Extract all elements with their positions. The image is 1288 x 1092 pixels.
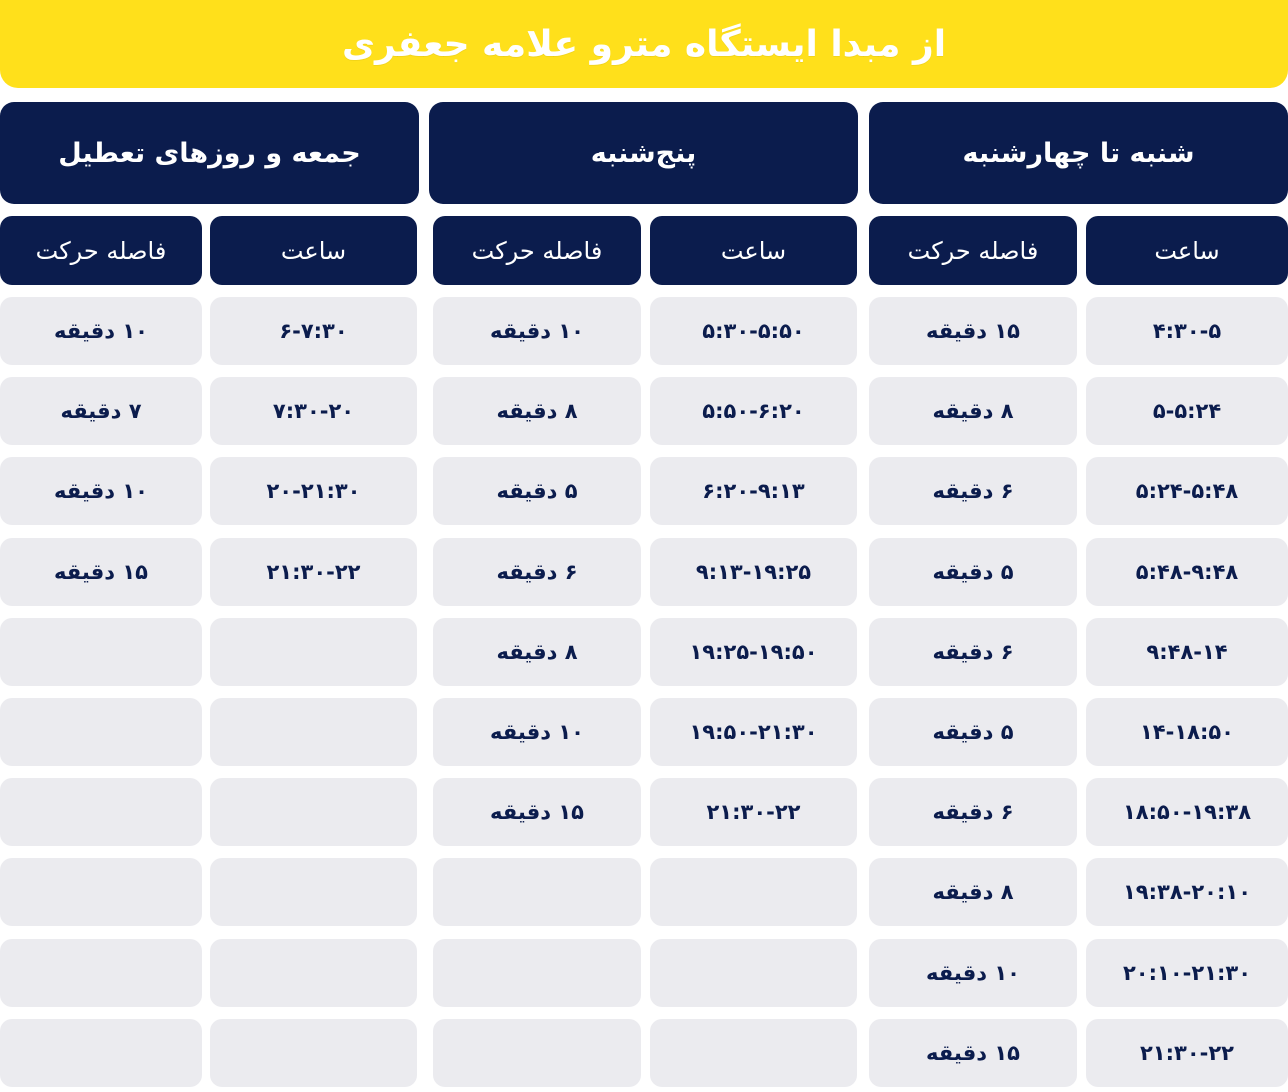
- cell-time-sat-wed-row-1: ۴:۳۰-۵: [1086, 297, 1288, 365]
- cell-time-thursday-row-4: ۹:۱۳-۱۹:۲۵: [650, 538, 857, 606]
- col-header-time-thursday: ساعت: [650, 216, 857, 285]
- cell-interval-sat-wed-row-9: ۱۰ دقیقه: [869, 939, 1077, 1007]
- cell-interval-sat-wed-row-5: ۶ دقیقه: [869, 618, 1077, 686]
- cell-time-sat-wed-row-3: ۵:۲۴-۵:۴۸: [1086, 457, 1288, 525]
- cell-interval-thursday-row-2: ۸ دقیقه: [433, 377, 641, 445]
- col-header-interval-thursday: فاصله حرکت: [433, 216, 641, 285]
- cell-time-friday-row-9: [210, 939, 417, 1007]
- cell-interval-sat-wed-row-4: ۵ دقیقه: [869, 538, 1077, 606]
- cell-interval-friday-row-1: ۱۰ دقیقه: [0, 297, 202, 365]
- cell-interval-friday-row-6: [0, 698, 202, 766]
- cell-time-thursday-row-9: [650, 939, 857, 1007]
- cell-interval-friday-row-9: [0, 939, 202, 1007]
- cell-time-friday-row-4: ۲۱:۳۰-۲۲: [210, 538, 417, 606]
- cell-interval-thursday-row-9: [433, 939, 641, 1007]
- cell-time-thursday-row-2: ۵:۵۰-۶:۲۰: [650, 377, 857, 445]
- cell-interval-thursday-row-4: ۶ دقیقه: [433, 538, 641, 606]
- cell-interval-sat-wed-row-8: ۸ دقیقه: [869, 858, 1077, 926]
- cell-interval-thursday-row-3: ۵ دقیقه: [433, 457, 641, 525]
- cell-time-thursday-row-10: [650, 1019, 857, 1087]
- cell-time-sat-wed-row-7: ۱۸:۵۰-۱۹:۳۸: [1086, 778, 1288, 846]
- col-header-interval-sat-wed: فاصله حرکت: [869, 216, 1077, 285]
- cell-time-sat-wed-row-6: ۱۴-۱۸:۵۰: [1086, 698, 1288, 766]
- cell-interval-sat-wed-row-10: ۱۵ دقیقه: [869, 1019, 1077, 1087]
- cell-time-sat-wed-row-2: ۵-۵:۲۴: [1086, 377, 1288, 445]
- page-title: از مبدا ایستگاه مترو علامه جعفری: [341, 23, 947, 65]
- cell-interval-friday-row-7: [0, 778, 202, 846]
- cell-time-sat-wed-row-9: ۲۰:۱۰-۲۱:۳۰: [1086, 939, 1288, 1007]
- cell-time-friday-row-10: [210, 1019, 417, 1087]
- cell-time-sat-wed-row-4: ۵:۴۸-۹:۴۸: [1086, 538, 1288, 606]
- cell-interval-sat-wed-row-7: ۶ دقیقه: [869, 778, 1077, 846]
- col-header-time-sat-wed: ساعت: [1086, 216, 1288, 285]
- cell-time-friday-row-5: [210, 618, 417, 686]
- cell-interval-friday-row-4: ۱۵ دقیقه: [0, 538, 202, 606]
- cell-time-thursday-row-7: ۲۱:۳۰-۲۲: [650, 778, 857, 846]
- cell-interval-friday-row-5: [0, 618, 202, 686]
- cell-time-thursday-row-3: ۶:۲۰-۹:۱۳: [650, 457, 857, 525]
- cell-time-friday-row-6: [210, 698, 417, 766]
- cell-interval-sat-wed-row-2: ۸ دقیقه: [869, 377, 1077, 445]
- group-header-friday-holidays: جمعه و روزهای تعطیل: [0, 102, 419, 204]
- cell-interval-thursday-row-1: ۱۰ دقیقه: [433, 297, 641, 365]
- cell-time-friday-row-2: ۷:۳۰-۲۰: [210, 377, 417, 445]
- cell-interval-thursday-row-7: ۱۵ دقیقه: [433, 778, 641, 846]
- cell-interval-thursday-row-5: ۸ دقیقه: [433, 618, 641, 686]
- cell-interval-sat-wed-row-1: ۱۵ دقیقه: [869, 297, 1077, 365]
- cell-time-sat-wed-row-5: ۹:۴۸-۱۴: [1086, 618, 1288, 686]
- cell-interval-friday-row-8: [0, 858, 202, 926]
- cell-time-sat-wed-row-8: ۱۹:۳۸-۲۰:۱۰: [1086, 858, 1288, 926]
- cell-interval-thursday-row-8: [433, 858, 641, 926]
- cell-time-thursday-row-6: ۱۹:۵۰-۲۱:۳۰: [650, 698, 857, 766]
- cell-time-friday-row-8: [210, 858, 417, 926]
- cell-time-thursday-row-1: ۵:۳۰-۵:۵۰: [650, 297, 857, 365]
- cell-time-thursday-row-8: [650, 858, 857, 926]
- cell-time-friday-row-7: [210, 778, 417, 846]
- cell-time-sat-wed-row-10: ۲۱:۳۰-۲۲: [1086, 1019, 1288, 1087]
- cell-interval-friday-row-10: [0, 1019, 202, 1087]
- group-header-thursday: پنج‌شنبه: [429, 102, 858, 204]
- title-banner: [0, 0, 1288, 88]
- col-header-time-friday: ساعت: [210, 216, 417, 285]
- cell-interval-friday-row-3: ۱۰ دقیقه: [0, 457, 202, 525]
- cell-interval-sat-wed-row-6: ۵ دقیقه: [869, 698, 1077, 766]
- cell-interval-thursday-row-10: [433, 1019, 641, 1087]
- cell-time-friday-row-3: ۲۰-۲۱:۳۰: [210, 457, 417, 525]
- cell-interval-sat-wed-row-3: ۶ دقیقه: [869, 457, 1077, 525]
- cell-interval-friday-row-2: ۷ دقیقه: [0, 377, 202, 445]
- group-header-sat-wed: شنبه تا چهارشنبه: [869, 102, 1288, 204]
- cell-time-thursday-row-5: ۱۹:۲۵-۱۹:۵۰: [650, 618, 857, 686]
- col-header-interval-friday: فاصله حرکت: [0, 216, 202, 285]
- cell-interval-thursday-row-6: ۱۰ دقیقه: [433, 698, 641, 766]
- cell-time-friday-row-1: ۶-۷:۳۰: [210, 297, 417, 365]
